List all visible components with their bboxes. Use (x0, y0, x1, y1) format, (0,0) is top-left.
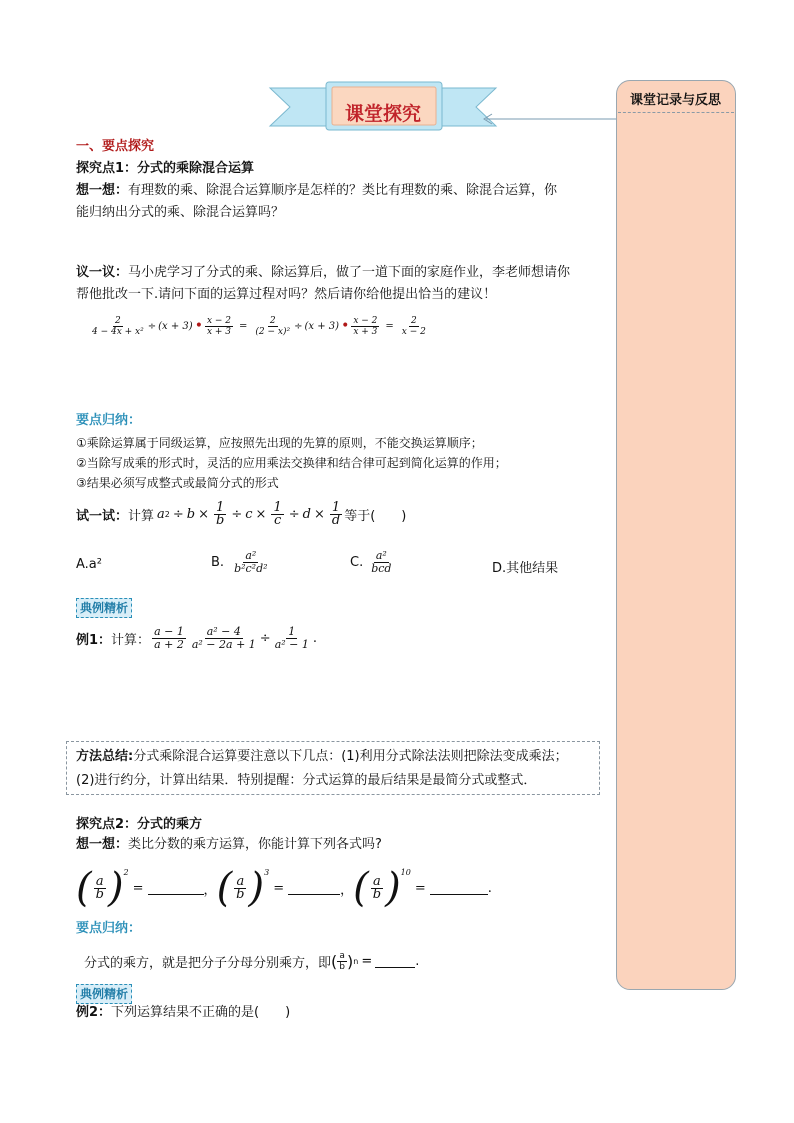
right-paren: ) (107, 865, 124, 911)
equals-sign: = (385, 320, 394, 332)
factor-term: (x + 3) (158, 320, 193, 332)
fraction-term (152, 626, 186, 651)
denominator: c (273, 512, 282, 528)
denominator: x − 2 (401, 326, 426, 337)
denominator: b²c²d² (234, 561, 268, 575)
equals-sign: = (132, 880, 144, 896)
multiply-dot: • (341, 318, 350, 334)
denominator: (2 − x)² (255, 326, 291, 337)
fraction-a-over-b (337, 951, 347, 972)
method-label: 方法总结: (76, 749, 134, 764)
denominator: b (372, 886, 382, 902)
fraction-a-over-b (371, 873, 383, 902)
notes-sidebar (616, 80, 736, 990)
method-line-1 (76, 748, 568, 766)
point1-title: 探究点1：分式的乘除混合运算 (76, 161, 255, 176)
method-text-1: 分式乘除混合运算要注意以下几点：(1)利用分式除法法则把除法变成乘法； (133, 749, 568, 764)
denominator: b (339, 961, 345, 972)
discuss-paragraph-1 (76, 264, 570, 282)
option-d: D.其他结果 (492, 561, 559, 576)
discuss-text-2: 帮他批改一下.请问下面的运算过程对吗？然后请你给他提出恰当的建议！ (76, 287, 497, 302)
comma: ， (203, 882, 217, 898)
homework-formula (88, 306, 430, 346)
comma: ， (340, 882, 354, 898)
key-point-2: ②当除写成乘的形式时，灵活的应用乘法交换律和结合律可起到简化运算的作用； (76, 456, 507, 470)
try-it-suffix: 等于( ) (344, 508, 407, 524)
equals-sign: = (361, 953, 373, 969)
think-label: 想一想： (76, 837, 129, 852)
exponent-2: 2 (164, 509, 170, 519)
example-2 (76, 1004, 290, 1022)
option-a: A.a² (76, 557, 102, 572)
option-b-fraction (232, 550, 269, 575)
fraction-1-over-d (330, 499, 342, 528)
var-c: c (245, 506, 253, 522)
think-text: 类比分数的乘方运算，你能计算下列各式吗? (128, 837, 382, 852)
arrow-left-icon (478, 112, 622, 126)
try-it-question (76, 494, 406, 534)
numerator: 2 (115, 315, 121, 326)
numerator: a² (245, 548, 257, 562)
power-exercises (76, 864, 492, 912)
example-1-label: 例1： (76, 632, 112, 648)
times-sign: × (313, 506, 325, 522)
var-a: a (157, 506, 165, 522)
think-label: 想一想： (76, 183, 129, 198)
try-it-prefix: 计算 (128, 508, 155, 524)
factor-term: (x + 3) (304, 320, 340, 332)
example-2-text: 下列运算结果不正确的是( ) (111, 1005, 291, 1020)
divide-sign: ÷ (288, 506, 300, 522)
period: . (312, 630, 318, 646)
denominator: bcd (371, 561, 392, 575)
multiply-dot: • (194, 318, 203, 334)
denominator: a + 2 (154, 637, 184, 651)
key-point-1: ①乘除运算属于同级运算，应按照先出现的先算的原则，不能交换运算顺序； (76, 436, 483, 450)
key-points-label: 要点归纳： (76, 413, 142, 428)
divide-sign: ÷ (172, 506, 184, 522)
times-sign: × (198, 506, 210, 522)
try-it-label: 试一试： (76, 508, 129, 524)
fraction-1-over-c (271, 499, 283, 528)
divide-sign: ÷ (231, 506, 243, 522)
numerator: a (373, 873, 381, 889)
fraction-a-over-b (234, 873, 246, 902)
fraction-term (253, 316, 292, 337)
exponent: 2 (123, 868, 129, 877)
discuss-text-1: 马小虎学习了分式的乘、除运算后，做了一道下面的家庭作业，李老师想请你 (128, 265, 571, 280)
discuss-label: 议一议： (76, 265, 129, 280)
exponent: 3 (264, 868, 270, 877)
numerator: 1 (273, 499, 282, 515)
numerator: a² (375, 548, 387, 562)
left-paren: ( (353, 865, 369, 911)
fraction-1-over-b (214, 499, 226, 528)
example-tag: 典例精析 (76, 598, 132, 618)
fraction-a-over-b (94, 873, 106, 902)
denominator: b (216, 512, 225, 528)
fraction-term (273, 626, 311, 651)
times-sign: × (255, 506, 267, 522)
right-paren: ) (248, 865, 265, 911)
option-c-fraction (369, 550, 393, 575)
right-paren: ) (346, 951, 354, 971)
numerator: a² − 4 (206, 624, 241, 638)
denominator: x + 3 (353, 326, 378, 337)
denominator: a² − 1 (274, 637, 309, 651)
fraction-term (90, 316, 146, 337)
banner-title: 课堂探究 (344, 103, 421, 125)
exponent: 10 (400, 868, 411, 877)
answer-blank[interactable] (288, 881, 340, 895)
left-paren: ( (331, 951, 338, 971)
exponent: n (353, 956, 359, 966)
answer-blank[interactable] (148, 881, 204, 895)
key-points-label-2: 要点归纳： (76, 921, 142, 936)
period: . (415, 953, 420, 969)
example-1-prefix: 计算： (111, 632, 151, 648)
period: . (487, 880, 492, 896)
equals-sign: = (239, 320, 248, 332)
denominator: b (95, 886, 104, 902)
numerator: a (236, 873, 245, 889)
option-b-label: B. (211, 554, 225, 570)
numerator: 2 (410, 315, 417, 326)
left-paren: ( (216, 865, 233, 911)
fraction-term (190, 626, 258, 651)
var-d: d (302, 506, 311, 522)
denominator: x + 3 (206, 326, 232, 337)
sidebar-divider (618, 112, 734, 113)
answer-blank[interactable] (430, 881, 488, 895)
numerator: 1 (288, 624, 296, 638)
denominator: d (331, 512, 341, 528)
example-2-label: 例2： (76, 1005, 112, 1020)
option-c (350, 542, 395, 582)
think-paragraph-2 (76, 836, 382, 854)
fraction-term (205, 316, 233, 337)
divide-sign: ÷ (259, 630, 271, 646)
left-paren: ( (76, 865, 92, 911)
numerator: 2 (269, 315, 276, 326)
option-c-label: C. (350, 554, 364, 570)
example-1 (76, 618, 317, 658)
point2-title: 探究点2：分式的乘方 (76, 817, 203, 832)
equals-sign: = (273, 880, 285, 896)
option-b (211, 542, 272, 582)
numerator: x − 2 (353, 315, 378, 326)
key-point-3: ③结果必须写成整式或最简分式的形式 (76, 476, 279, 490)
fraction-term (351, 316, 379, 337)
divide-sign: ÷ (294, 320, 303, 332)
numerator: a (95, 873, 104, 889)
think-paragraph-1 (76, 182, 557, 200)
numerator: a − 1 (154, 624, 184, 638)
think-text-1: 有理数的乘、除混合运算顺序是怎样的？类比有理数的乘、除混合运算，你 (128, 183, 558, 198)
equals-sign: = (414, 880, 426, 896)
example-tag-2: 典例精析 (76, 984, 132, 1004)
power-rule (84, 942, 419, 980)
denominator: a² − 2a + 1 (191, 637, 256, 651)
right-paren: ) (385, 865, 401, 911)
fraction-term (400, 316, 428, 337)
power-rule-text: 分式的乘方，就是把分子分母分别乘方，即 (84, 955, 332, 971)
answer-blank[interactable] (375, 954, 415, 968)
numerator: a (339, 950, 345, 961)
denominator: 4 − 4x + x² (92, 326, 144, 337)
think-text-2: 能归纳出分式的乘、除混合运算吗？ (76, 205, 285, 220)
var-b: b (186, 506, 196, 522)
sidebar-title: 课堂记录与反思 (630, 93, 722, 108)
numerator: 1 (216, 499, 225, 515)
numerator: x − 2 (206, 315, 232, 326)
numerator: 1 (331, 499, 341, 515)
method-text-2: (2)进行约分，计算出结果．特别提醒：分式运算的最后结果是最简分式或整式． (76, 773, 537, 788)
denominator: b (236, 886, 245, 902)
divide-sign: ÷ (147, 320, 157, 332)
section-heading: 一、要点探究 (76, 139, 155, 154)
